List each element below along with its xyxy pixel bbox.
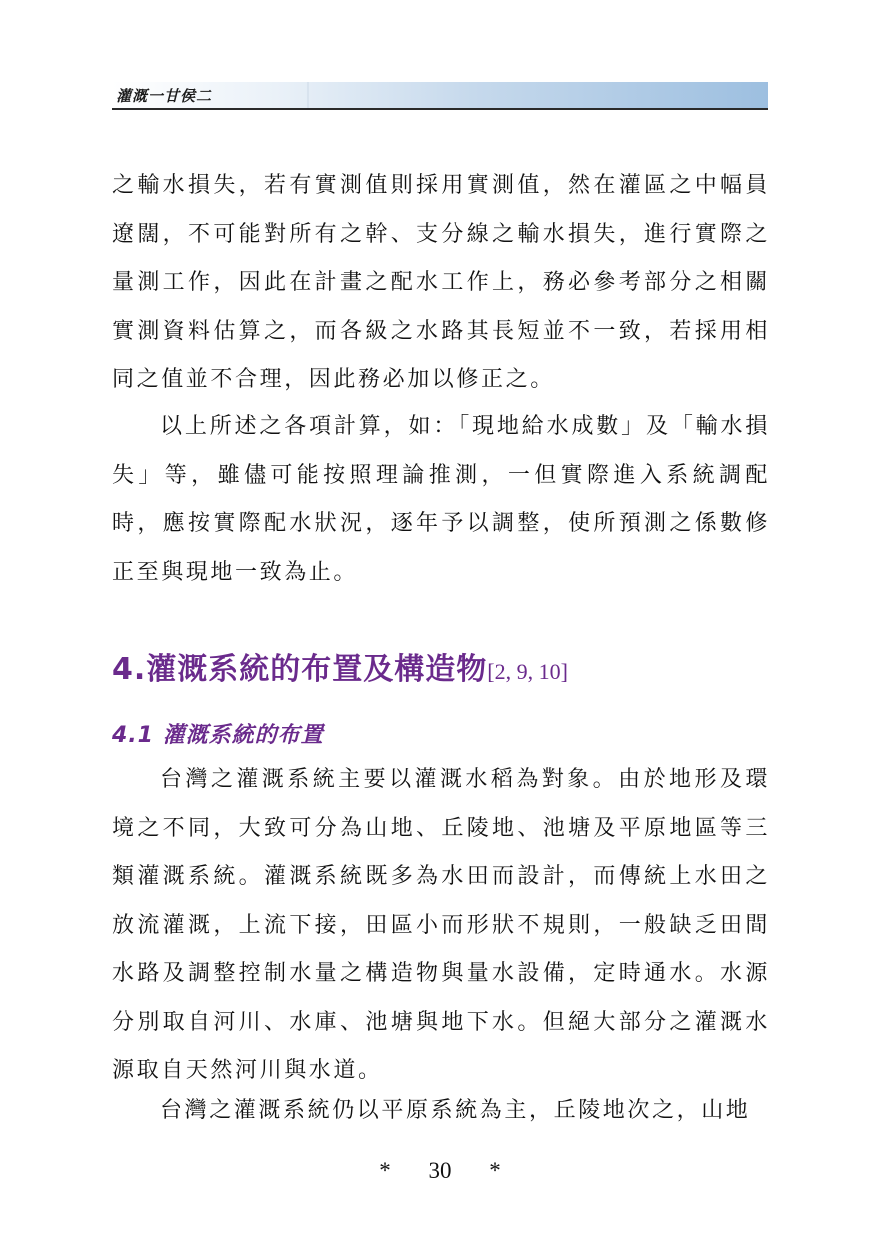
body-paragraph-3: 台灣之灌溉系統主要以灌溉水稻為對象。由於地形及環境之不同，大致可分為山地、丘陵地、池塘及平原地區等三類灌溉系統。灌溉系統既多為水田而設計，而傳統上水田之放流灌溉，上流下接，田區小而形狀不規則，一般缺乏田間水路及調整控制水量之構造物與量水設備，定時通水。水源分別取自河川、水庫、池塘與地下水。但絕大部分之灌溉水源取自天然河川與水道。: [112, 767, 770, 1083]
body-paragraph-4: 台灣之灌溉系統仍以平原系統為主，丘陵地次之，山地: [160, 1098, 751, 1123]
footer-marker-left: *: [379, 1158, 391, 1183]
body-paragraph-2: 以上所述之各項計算，如：「現地給水成數」及「輸水損失」等，雖儘可能按照理論推測，一但實際進入系統調配時，應按實際配水狀況，逐年予以調整，使所預測之係數修正至與現地一致為止。: [112, 414, 770, 585]
footer-marker-right: *: [489, 1158, 501, 1183]
section-heading: [112, 644, 568, 688]
body-paragraph-1: 之輸水損失，若有實測值則採用實測值，然在灌區之中幅員遼闊，不可能對所有之幹、支分線之輸水損失，進行實際之量測工作，因此在計畫之配水工作上，務必參考部分之相關實測資料估算之，而各級之水路其長短並不一致，若採用相同之值並不合理，因此務必加以修正之。: [112, 173, 770, 392]
running-header-title: 灌溉一甘侯二: [116, 87, 213, 105]
section-citation: [2, 9, 10]: [487, 659, 568, 684]
subsection-heading: 4.1 灌溉系統的布置: [112, 723, 324, 748]
section-heading-text: 4.灌溉系統的布置及構造物: [112, 652, 488, 687]
page-footer: [0, 1158, 880, 1184]
header-divider: [112, 108, 768, 110]
page-number: 30: [428, 1158, 452, 1183]
